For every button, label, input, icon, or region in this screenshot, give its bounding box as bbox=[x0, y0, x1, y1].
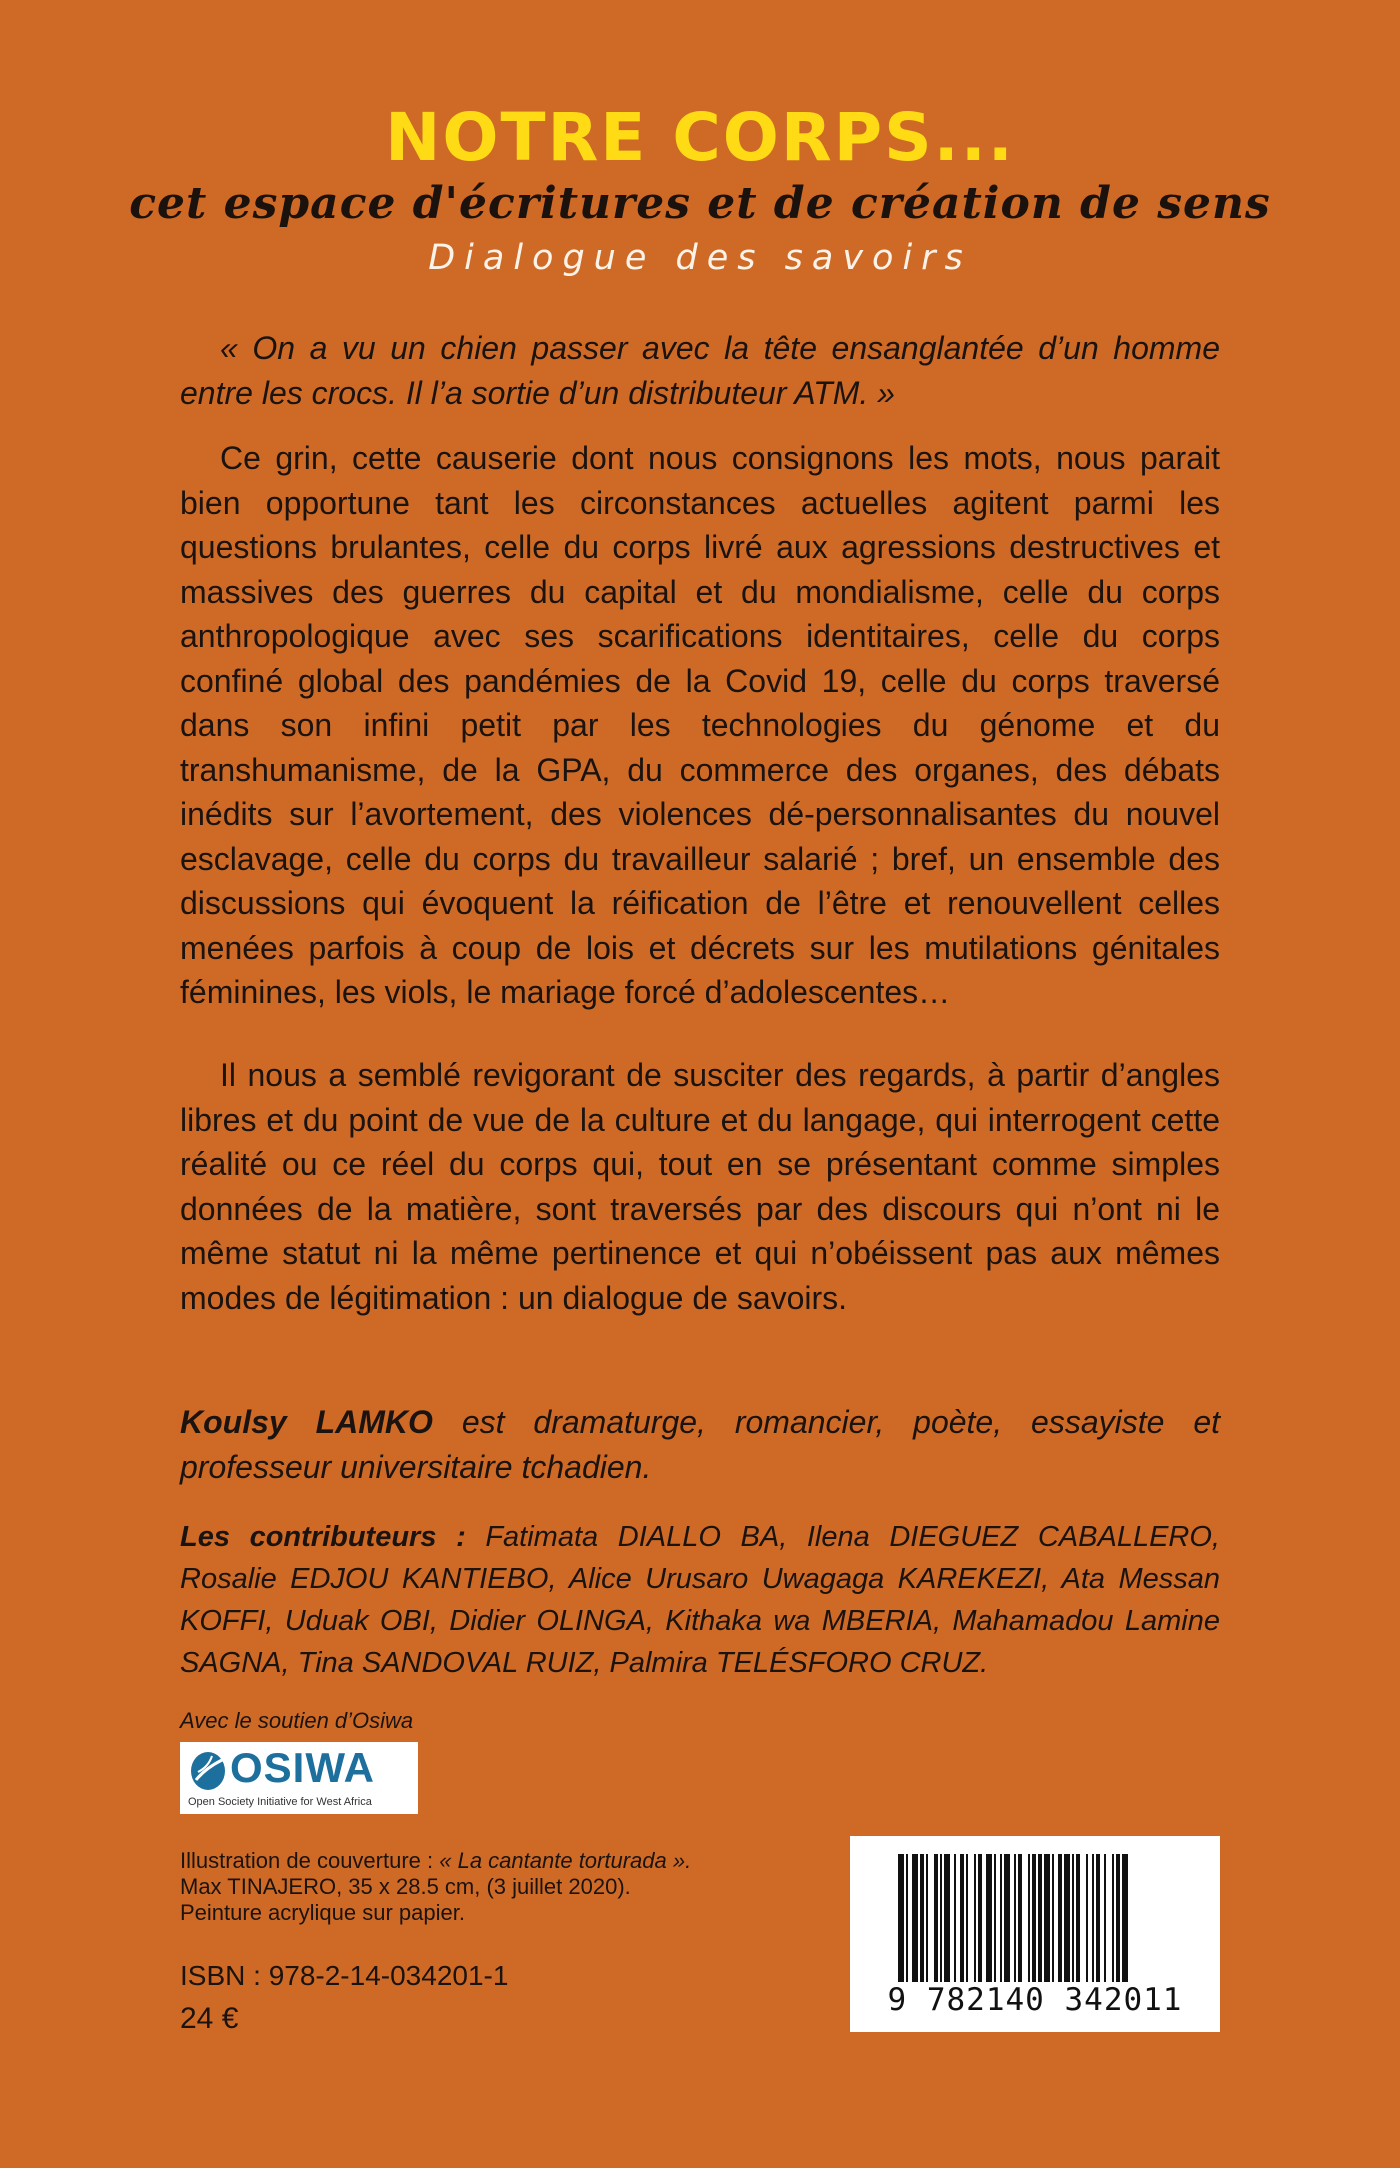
barcode-bar bbox=[1052, 1854, 1054, 1982]
barcode-bar bbox=[906, 1854, 908, 1982]
book-tagline: Dialogue des savoirs bbox=[428, 238, 972, 278]
barcode-bar bbox=[1014, 1854, 1016, 1982]
barcode-bar bbox=[1122, 1854, 1128, 1982]
barcode-bar bbox=[926, 1854, 928, 1982]
barcode-bar bbox=[1000, 1854, 1002, 1982]
barcode-bar bbox=[1018, 1854, 1022, 1982]
barcode-bar bbox=[994, 1854, 996, 1982]
support-label: Avec le soutien d’Osiwa bbox=[180, 1708, 414, 1733]
price: 24 € bbox=[180, 2002, 239, 2035]
contributors-label: Les contributeurs : bbox=[180, 1521, 466, 1553]
barcode-bar bbox=[940, 1854, 942, 1982]
osiwa-logo bbox=[180, 1742, 418, 1814]
barcode-bar bbox=[1004, 1854, 1010, 1982]
author-bio-text: est dramaturge, romancier, poète, essayiste et professeur universitaire tchadien. bbox=[180, 1404, 1220, 1485]
barcode-bar bbox=[1092, 1854, 1094, 1982]
barcode-bar bbox=[1064, 1854, 1070, 1982]
barcode-bar bbox=[920, 1854, 924, 1982]
barcode-bar bbox=[978, 1854, 982, 1982]
credits-line-1 bbox=[180, 1848, 780, 1874]
barcode-bar bbox=[1096, 1854, 1100, 1982]
barcode-bar bbox=[1072, 1854, 1074, 1982]
cover-credits bbox=[180, 1848, 780, 1926]
barcode-bar bbox=[1112, 1854, 1114, 1982]
osiwa-tagline: Open Society Initiative for West Africa bbox=[188, 1796, 372, 1808]
barcode-bar bbox=[1116, 1854, 1120, 1982]
barcode-bar bbox=[1058, 1854, 1062, 1982]
osiwa-name: OSIWA bbox=[230, 1744, 376, 1791]
barcode-bar bbox=[960, 1854, 964, 1982]
barcode-bar bbox=[1038, 1854, 1042, 1982]
credits-line-3: Peinture acrylique sur papier. bbox=[180, 1900, 465, 1925]
barcode-bar bbox=[974, 1854, 976, 1982]
barcode-bar bbox=[986, 1854, 992, 1982]
isbn: ISBN : 978-2-14-034201-1 bbox=[180, 1960, 509, 1991]
opening-quote: « On a vu un chien passer avec la tête ensanglantée d’un homme entre les crocs. Il l’a sortie d’un distributeur ATM. » bbox=[180, 330, 1220, 411]
barcode-bar bbox=[1044, 1854, 1050, 1982]
barcode-bar bbox=[934, 1854, 938, 1982]
barcode-bar bbox=[966, 1854, 968, 1982]
barcode-bar bbox=[898, 1854, 904, 1982]
author-name: Koulsy LAMKO bbox=[180, 1404, 433, 1440]
barcode-bar bbox=[944, 1854, 950, 1982]
author-bio bbox=[180, 1400, 1220, 1489]
barcode-bar bbox=[1076, 1854, 1080, 1982]
paragraph-1: Ce grin, cette causerie dont nous consignons les mots, nous parait bien opportune tant les circonstances actuelles agitent parmi les questions brulantes, celle du corps livré aux agressions destructives et massives des guerres du capital et du mondialisme, celle du corps anthropologique avec ses scarifications identitaires, celle du corps confiné global des pandémies de la Covid 19, celle du corps traversé dans son infini petit par les technologies du génome et du transhumanisme, de la GPA, du commerce des organes, des débats inédits sur l’avortement, des violences dé-personnalisantes du nouvel esclavage, celle du corps du travailleur salarié ; bref, un ensemble des discussions qui évoquent la réification de l’être et renouvellent celles menées parfois à coup de lois et décrets sur les mutilations génitales féminines, les viols, le mariage forcé d’adolescentes… bbox=[180, 440, 1220, 1010]
contributors bbox=[180, 1516, 1220, 1684]
barcode-bar bbox=[912, 1854, 918, 1982]
credits-line-2: Max TINAJERO, 35 x 28.5 cm, (3 juillet 2020). bbox=[180, 1874, 631, 1899]
contributors-list: Fatimata DIALLO BA, Ilena DIEGUEZ CABALLERO, Rosalie EDJOU KANTIEBO, Alice Urusaro Uwagaga KAREKEZI, Ata Messan KOFFI, Uduak OBI, Didier OLINGA, Kithaka wa MBERIA, Mahamadou Lamine SAGNA, Tina SANDOVAL RUIZ, Palmira TELÉSFORO CRUZ. bbox=[180, 1521, 1220, 1679]
barcode bbox=[850, 1836, 1220, 2032]
leaf-icon bbox=[188, 1750, 228, 1792]
book-subtitle: cet espace d'écritures et de création de sens bbox=[129, 178, 1271, 229]
barcode-digits: 9 782140 342011 bbox=[887, 1982, 1183, 2018]
barcode-bar bbox=[1032, 1854, 1036, 1982]
credits-artwork-title: « La cantante torturada ». bbox=[439, 1848, 692, 1873]
barcode-bar bbox=[1086, 1854, 1088, 1982]
barcode-bar bbox=[1104, 1854, 1106, 1982]
paragraph-2: Il nous a semblé revigorant de susciter des regards, à partir d’angles libres et du point de vue de la culture et du langage, qui interrogent cette réalité ou ce réel du corps qui, tout en se présentant comme simples données de la matière, sont traversés par des discours qui n’ont ni le même statut ni la même pertinence et qui n’obéissent pas aux mêmes modes de légitimation : un dialogue de savoirs. bbox=[180, 1057, 1220, 1316]
book-title: NOTRE CORPS... bbox=[385, 99, 1015, 176]
credits-prefix: Illustration de couverture : bbox=[180, 1848, 440, 1873]
barcode-bar bbox=[954, 1854, 956, 1982]
barcode-bar bbox=[1028, 1854, 1030, 1982]
